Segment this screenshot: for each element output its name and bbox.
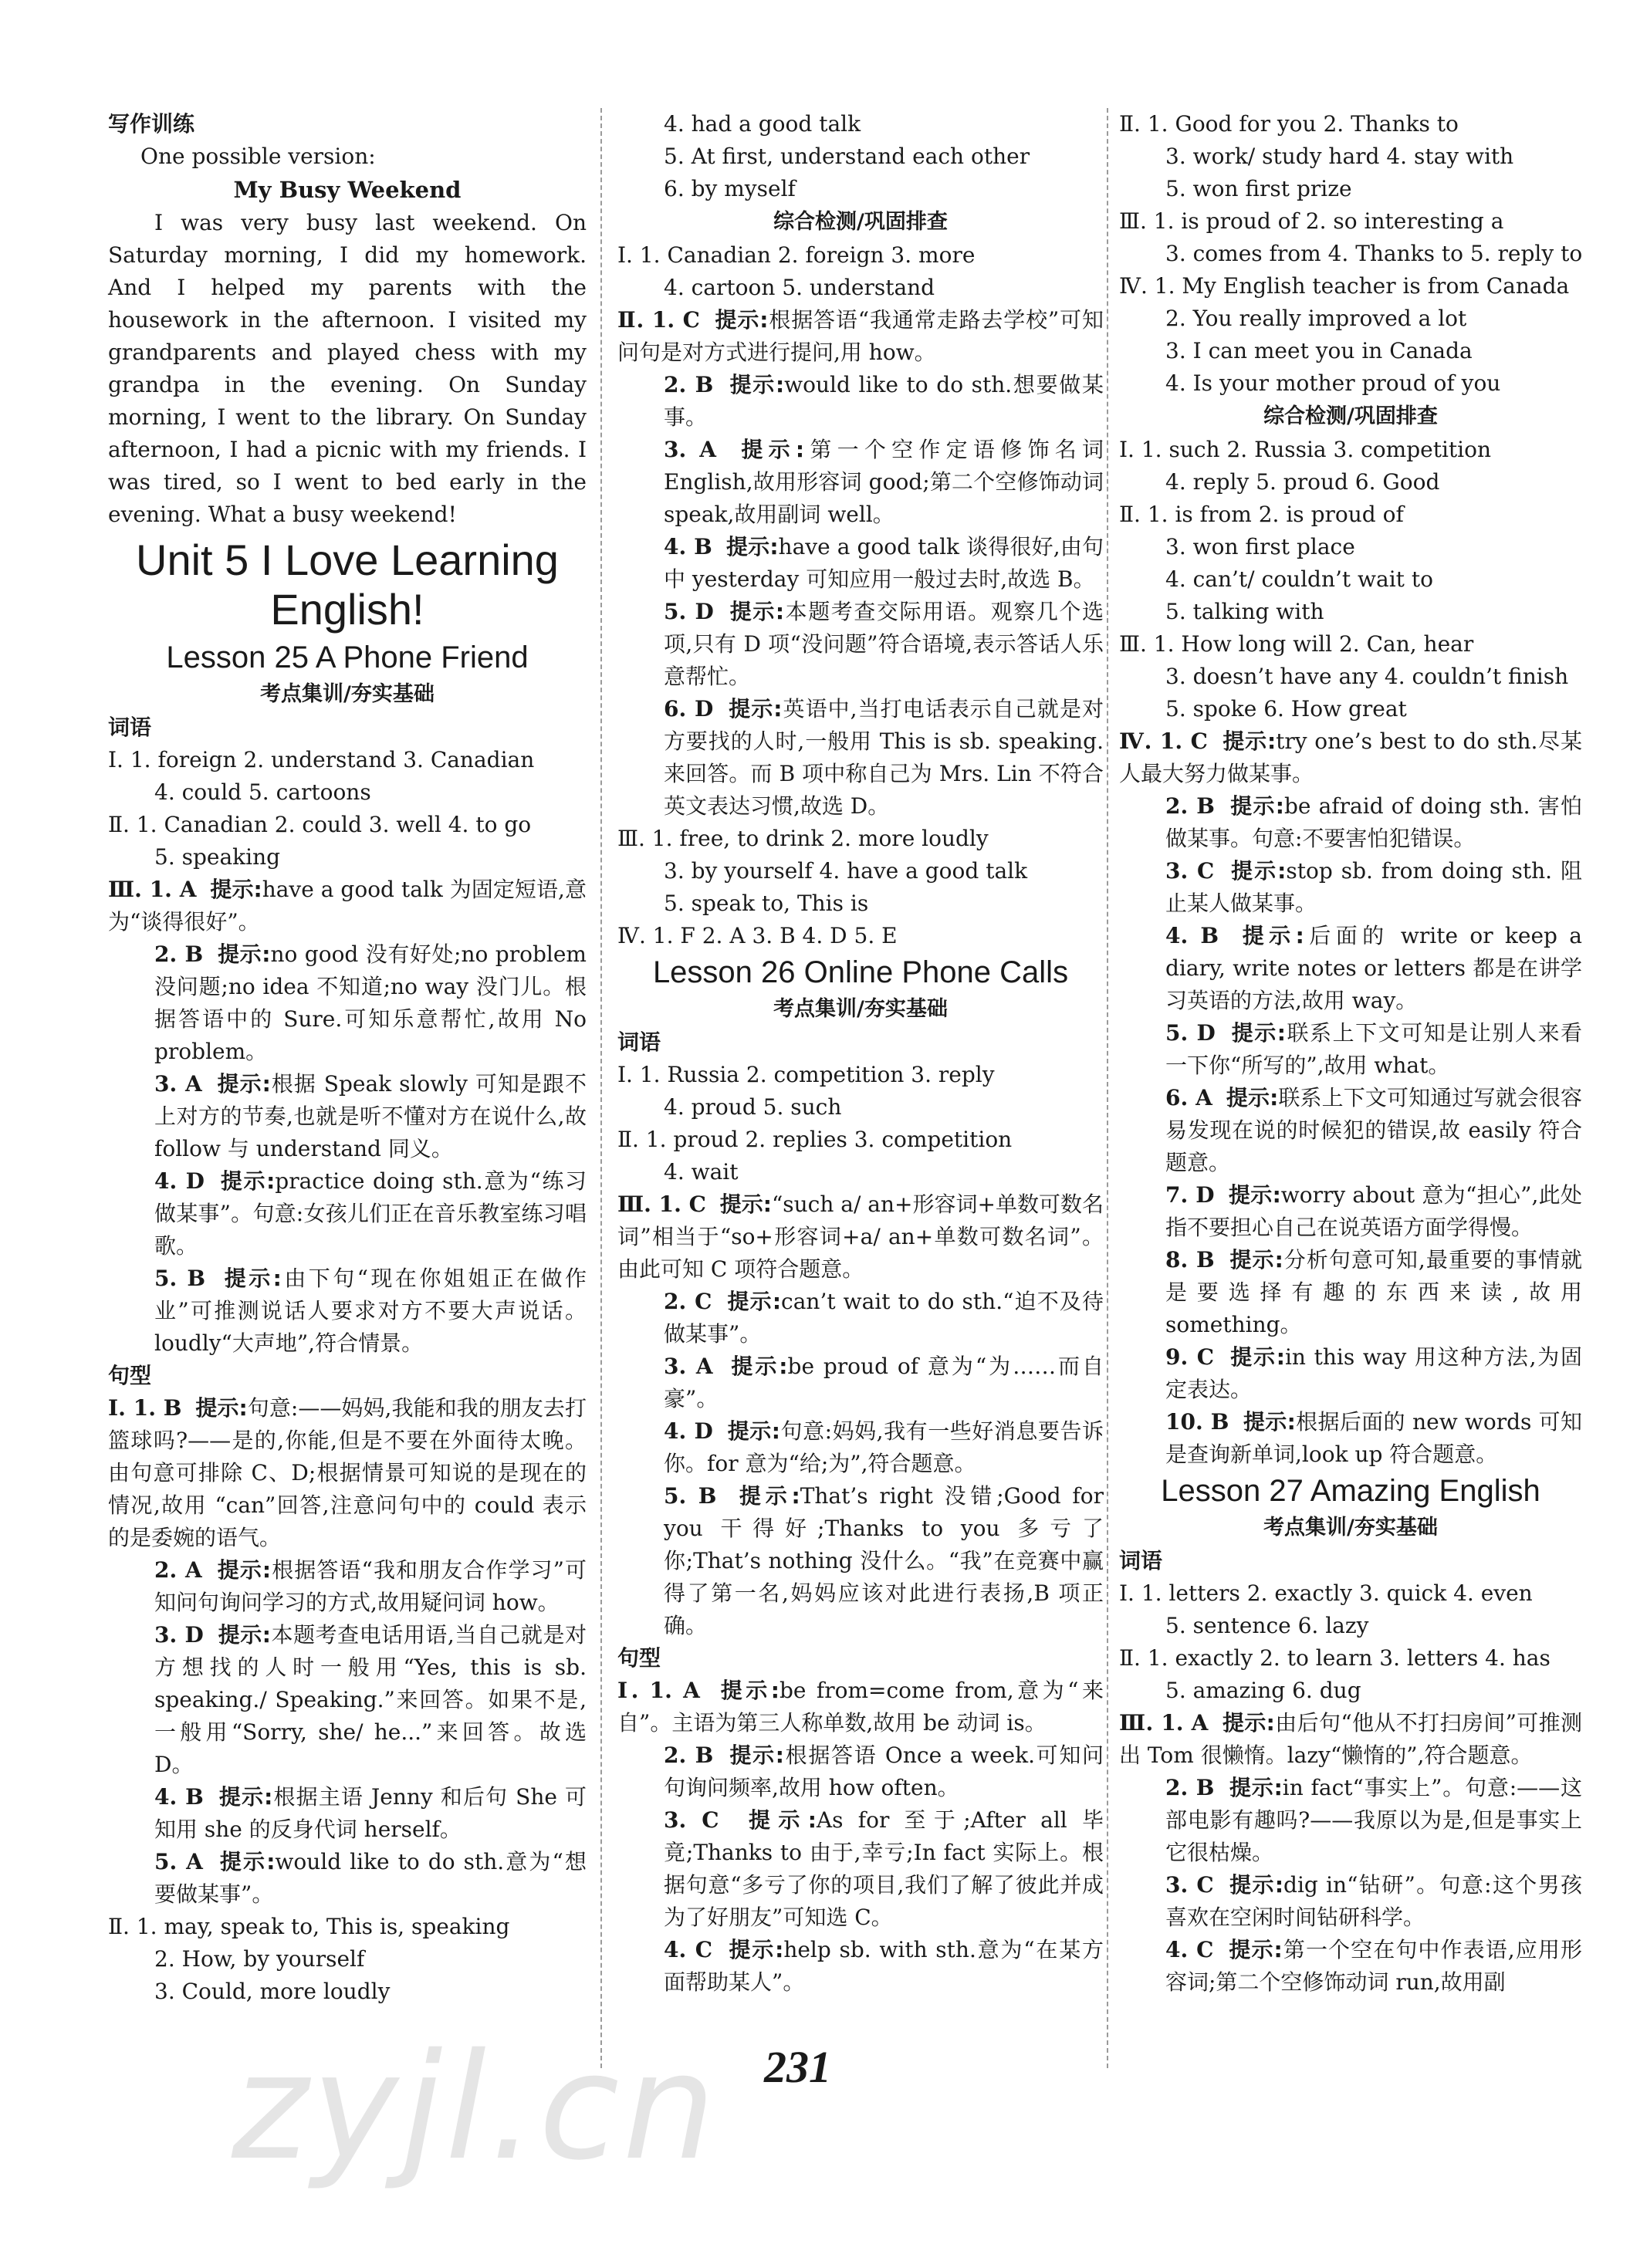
answer-num: Ⅱ. 1. C — [617, 307, 700, 333]
answer-line: 3. comes from 4. Thanks to 5. reply to — [1165, 241, 1583, 266]
answer-line: 5. At first, understand each other — [664, 144, 1030, 169]
hint-text: dig in“钻研”。句意:这个男孩喜欢在空闲时间钻研科学。 — [1165, 1872, 1583, 1930]
answer-line: 4. wait — [664, 1159, 739, 1185]
hint-text: 第一个空作定语修饰名词 English,故用形容词 good;第二个空修饰动词 speak,故用副词 well。 — [664, 437, 1104, 527]
hint-label: 提示: — [725, 534, 779, 559]
hint-text: 后面的 write or keep a diary, write notes or letters 都是在讲学习英语的方法,故用 way。 — [1165, 923, 1582, 1013]
hint-label: 提示: — [219, 1849, 276, 1874]
hint-label: 提示: — [1222, 1710, 1275, 1736]
answer-num: Ⅲ. 1. C — [617, 1191, 706, 1217]
answer-item — [108, 938, 587, 1068]
hint-label: 提示: — [741, 437, 805, 462]
answer-num: 8. B — [1165, 1247, 1215, 1273]
answer-item — [1119, 1406, 1582, 1471]
answer-line: 4. had a good talk — [664, 111, 861, 137]
answer-line: 3. Could, more loudly — [154, 1979, 391, 2004]
hint-text: 根据主语 Jenny 和后句 She 可知用 she 的反身代词 herself。 — [154, 1784, 587, 1842]
answer-item — [1119, 1017, 1582, 1082]
hint-label: 提示: — [727, 1418, 780, 1444]
pattern-heading: 句型 — [617, 1645, 661, 1671]
pattern-heading: 句型 — [108, 1363, 152, 1388]
answer-line: Ⅱ. 1. Canadian 2. could 3. well 4. to go — [108, 812, 532, 837]
answer-num: 6. D — [664, 696, 714, 722]
hint-label: 提示: — [1242, 923, 1304, 948]
answer-item — [108, 1846, 587, 1911]
hint-label: 提示: — [1229, 1247, 1283, 1273]
answer-line: Ⅲ. 1. is proud of 2. so interesting a — [1119, 208, 1504, 234]
section-heading: 考点集训/夯实基础 — [773, 997, 948, 1021]
answer-item — [1119, 1869, 1582, 1934]
hint-text: stop sb. from doing sth. 阻止某人做某事。 — [1165, 858, 1582, 916]
unit-title: Unit 5 I Love Learning English! — [136, 536, 559, 634]
answer-num: 5. D — [1165, 1020, 1216, 1046]
answer-line: Ⅳ. 1. My English teacher is from Canada — [1119, 273, 1570, 299]
answer-line: 4. can’t/ couldn’t wait to — [1165, 566, 1433, 592]
answer-line: 3. won first place — [1165, 534, 1355, 559]
answer-num: 7. D — [1165, 1182, 1215, 1208]
answer-item — [1119, 1244, 1582, 1341]
answer-num: 5. A — [154, 1849, 203, 1874]
hint-label: 提示: — [729, 696, 783, 722]
hint-label: 提示: — [224, 1266, 282, 1291]
answer-item — [1119, 790, 1582, 855]
lesson-25-title: Lesson 25 A Phone Friend — [166, 641, 529, 674]
answer-line: 4. reply 5. proud 6. Good — [1165, 469, 1440, 495]
section-heading: 考点集训/夯实基础 — [1263, 1516, 1438, 1540]
answer-line: Ⅰ. 1. such 2. Russia 3. competition — [1119, 437, 1492, 462]
section-heading: 综合检测/巩固排查 — [773, 210, 948, 234]
answer-line: 5. amazing 6. dug — [1165, 1678, 1361, 1703]
answer-num: 2. B — [1165, 1775, 1215, 1800]
answer-num: Ⅳ. 1. C — [1119, 728, 1208, 754]
answer-item — [108, 1262, 587, 1360]
answer-item — [108, 1068, 587, 1165]
answer-item — [617, 369, 1104, 434]
answer-line: Ⅰ. 1. Russia 2. competition 3. reply — [617, 1062, 995, 1087]
answer-num: 3. C — [1165, 858, 1215, 884]
hint-text: 根据答语 Once a week.可知问句询问频率,故用 how often。 — [664, 1742, 1104, 1800]
hint-text: 本题考查电话用语,当自己就是对方想找的人时一般用“Yes, this is sb. speaking./ Speaking.”来回答。如果不是,一般用“Sorry, she/ he...”来回答。故选 D。 — [154, 1622, 587, 1777]
hint-label: 提示: — [217, 1071, 271, 1097]
answer-line: 4. could 5. cartoons — [154, 779, 371, 805]
hint-text: be from=come from,意为“来自”。主语为第三人称单数,故用 be 动词 is。 — [617, 1678, 1104, 1736]
hint-label: 提示: — [1231, 858, 1287, 884]
answer-line: Ⅲ. 1. How long will 2. Can, hear — [1119, 631, 1474, 657]
answer-num: 3. C — [1165, 1872, 1214, 1898]
answer-item — [108, 1392, 587, 1554]
answer-item — [617, 1480, 1104, 1642]
answer-item — [1119, 855, 1582, 920]
answer-line: 6. by myself — [664, 176, 796, 201]
answer-item — [617, 1286, 1104, 1350]
hint-text: 根据 Speak slowly 可知是跟不上对方的节奏,也就是听不懂对方在说什么,故 follow 与 understand 同义。 — [154, 1071, 587, 1161]
answer-num: 3. A — [154, 1071, 202, 1097]
answer-num: 10. B — [1165, 1409, 1229, 1435]
answer-num: 3. A — [664, 1354, 713, 1379]
answer-item — [1119, 1082, 1582, 1179]
possible-version: One possible version: — [140, 144, 376, 169]
answer-item — [617, 1675, 1104, 1739]
hint-label: 提示: — [217, 1557, 272, 1583]
hint-text: would like to do sth.想要做某事。 — [664, 372, 1104, 430]
hint-label: 提示: — [1229, 1872, 1284, 1898]
answer-num: 2. C — [664, 1289, 712, 1314]
answer-line: 5. won first prize — [1165, 176, 1352, 201]
hint-text: have a good talk 为固定短语,意为“谈得很好”。 — [108, 877, 587, 935]
hint-label: 提示: — [1228, 1182, 1281, 1208]
hint-label: 提示: — [739, 1483, 800, 1509]
answer-num: Ⅲ. 1. A — [108, 877, 197, 902]
answer-num: 4. B — [1165, 923, 1219, 948]
answer-item — [108, 1554, 587, 1619]
answer-num: 2. B — [664, 372, 714, 397]
hint-text: 联系上下文可知是让别人来看一下你“所写的”,故用 what。 — [1165, 1020, 1582, 1078]
answer-line: Ⅰ. 1. Canadian 2. foreign 3. more — [617, 242, 976, 268]
answer-line: Ⅱ. 1. may, speak to, This is, speaking — [108, 1914, 510, 1939]
answer-item — [1119, 1934, 1582, 1999]
hint-text: worry about 意为“担心”,此处指不要担心自己在说英语方面学得慢。 — [1165, 1182, 1582, 1240]
lesson-27-title: Lesson 27 Amazing English — [1161, 1474, 1540, 1508]
hint-label: 提示: — [218, 1622, 271, 1648]
answer-line: Ⅲ. 1. free, to drink 2. more loudly — [617, 826, 989, 851]
hint-label: 提示: — [1222, 728, 1277, 754]
answer-item — [1119, 725, 1582, 790]
hint-text: would like to do sth.意为“想要做某事”。 — [154, 1849, 587, 1907]
hint-text: 本题考查交际用语。观察几个选项,只有 D 项“没问题”符合语境,表示答话人乐意帮忙。 — [664, 599, 1104, 689]
answer-num: 4. D — [664, 1418, 713, 1444]
column-divider-1 — [600, 108, 602, 2068]
vocab-heading: 词语 — [1119, 1548, 1163, 1573]
answer-item — [108, 1781, 587, 1846]
hint-text: 句意:妈妈,我有一些好消息要告诉你。for 意为“给;为”,符合题意。 — [664, 1418, 1104, 1476]
answer-num: 4. C — [664, 1937, 713, 1962]
section-heading: 综合检测/巩固排查 — [1263, 404, 1438, 428]
hint-label: 提示: — [731, 1354, 788, 1379]
column-1 — [108, 108, 587, 2008]
answer-num: 4. B — [154, 1784, 204, 1810]
essay-title: My Busy Weekend — [233, 177, 462, 203]
hint-label: 提示: — [1243, 1409, 1296, 1435]
answer-item — [617, 1934, 1104, 1999]
lesson-26-title: Lesson 26 Online Phone Calls — [652, 955, 1069, 989]
hint-text: 联系上下文可知通过写就会很容易发现在说的时候犯的错误,故 easily 符合题意。 — [1165, 1085, 1582, 1175]
hint-text: 根据答语“我和朋友合作学习”可知问句询问学习的方式,故用疑问词 how。 — [154, 1557, 587, 1615]
answer-num: 3. C — [664, 1807, 719, 1833]
hint-label: 提示: — [195, 1395, 248, 1421]
hint-label: 提示: — [220, 1168, 276, 1194]
hint-text: As for 至于;After all 毕竟;Thanks to 由于,幸亏;In fact 实际上。根据句意“多亏了你的项目,我们了解了彼此并成为了好朋友”可知选 C。 — [664, 1807, 1104, 1930]
answer-item — [617, 434, 1104, 531]
essay-text: I was very busy last weekend. On Saturday morning, I did my homework. And I helped my parents with the housework in the afternoon. I visited my grandparents and played chess with my grandpa in the evening. On Sunday morning, I went to the library. On Sunday afternoon, I had a picnic with my friends. I was tired, so I went to bed early in the evening. What a busy weekend! — [108, 210, 587, 527]
answer-line: Ⅰ. 1. foreign 2. understand 3. Canadian — [108, 747, 535, 772]
hint-label: 提示: — [715, 307, 769, 333]
answer-line: Ⅱ. 1. exactly 2. to learn 3. letters 4. has — [1119, 1645, 1551, 1671]
answer-num: 6. A — [1165, 1085, 1212, 1110]
answer-line: Ⅱ. 1. is from 2. is proud of — [1119, 502, 1404, 527]
hint-label: 提示: — [218, 1784, 273, 1810]
page-number: 231 — [764, 2042, 831, 2092]
hint-text: 句意:——妈妈,我能和我的朋友去打篮球吗?——是的,你能,但是不要在外面待太晚。由句意可排除 C、D;根据情景可知说的是现在的情况,故用 “can”回答,注意问句中的 could 表示的是委婉的语气。 — [108, 1395, 587, 1550]
hint-text: be proud of 意为“为……而自豪”。 — [664, 1354, 1104, 1411]
answer-num: 5. B — [664, 1483, 717, 1509]
writing-heading: 写作训练 — [108, 111, 195, 137]
hint-label: 提示: — [729, 372, 785, 397]
answer-item — [108, 874, 587, 938]
hint-text: 根据答语“我通常走路去学校”可知问句是对方式进行提问,用 how。 — [617, 307, 1104, 365]
hint-text: 根据后面的 new words 可知是查询新单词,look up 符合题意。 — [1165, 1409, 1582, 1467]
hint-text: 分析句意可知,最重要的事情就是要选择有趣的东西来读,故用 something。 — [1165, 1247, 1582, 1337]
answer-num: Ⅰ. 1. A — [617, 1678, 700, 1703]
answer-line: Ⅰ. 1. letters 2. exactly 3. quick 4. even — [1119, 1580, 1533, 1606]
watermark: zyjl.cn — [232, 2022, 719, 2192]
hint-text: no good 没有好处;no problem 没问题;no idea 不知道;no way 没门儿。根据答语中的 Sure.可知乐意帮忙,故用 No problem。 — [154, 941, 587, 1064]
answer-line: 4. proud 5. such — [664, 1094, 842, 1120]
hint-text: be afraid of doing sth. 害怕做某事。句意:不要害怕犯错误。 — [1165, 793, 1582, 851]
answer-line: 4. cartoon 5. understand — [664, 275, 935, 300]
answer-num: 4. D — [154, 1168, 205, 1194]
answer-line: 3. I can meet you in Canada — [1165, 338, 1473, 363]
hint-label: 提示: — [729, 599, 785, 624]
answer-num: 4. B — [664, 534, 712, 559]
hint-label: 提示: — [729, 1937, 784, 1962]
hint-label: 提示: — [719, 1191, 772, 1217]
hint-label: 提示: — [1229, 1937, 1283, 1962]
hint-label: 提示: — [1231, 1020, 1286, 1046]
column-3 — [1119, 108, 1582, 1999]
hint-label: 提示: — [1226, 1085, 1279, 1110]
hint-text: 由下句“现在你姐姐正在做作业”可推测说话人要求对方不要大声说话。loudly“大声地”,符合情景。 — [154, 1266, 587, 1356]
answer-line: 4. Is your mother proud of you — [1165, 370, 1501, 396]
answer-item — [617, 531, 1104, 596]
answer-num: 5. B — [154, 1266, 206, 1291]
answer-line: Ⅱ. 1. proud 2. replies 3. competition — [617, 1127, 1013, 1152]
hint-label: 提示: — [749, 1807, 817, 1833]
answer-num: Ⅰ. 1. B — [108, 1395, 182, 1421]
vocab-heading: 词语 — [617, 1029, 661, 1055]
answer-line: 5. sentence 6. lazy — [1165, 1613, 1369, 1638]
answer-num: 3. D — [154, 1622, 204, 1648]
hint-text: “such a/ an+形容词+单数可数名词”相当于“so+形容词+a/ an+单数可数名词”。由此可知 C 项符合题意。 — [617, 1191, 1104, 1282]
hint-text: have a good talk 谈得很好,由句中 yesterday 可知应用一般过去时,故选 B。 — [664, 534, 1104, 592]
answer-item — [1119, 920, 1582, 1017]
answer-item — [617, 304, 1104, 369]
answer-item — [617, 1415, 1104, 1480]
hint-text: can’t wait to do sth.“迫不及待做某事”。 — [664, 1289, 1104, 1347]
answer-num: 9. C — [1165, 1344, 1214, 1370]
answer-item — [617, 693, 1104, 823]
answer-item — [1119, 1341, 1582, 1406]
hint-label: 提示: — [210, 877, 262, 902]
answer-num: 2. B — [154, 941, 204, 967]
answer-line: 3. doesn’t have any 4. couldn’t finish — [1165, 664, 1569, 689]
answer-num: Ⅲ. 1. A — [1119, 1710, 1209, 1736]
answer-line: Ⅳ. 1. F 2. A 3. B 4. D 5. E — [617, 923, 898, 948]
hint-text: practice doing sth.意为“练习做某事”。句意:女孩儿们正在音乐教室练习唱歌。 — [154, 1168, 587, 1259]
hint-label: 提示: — [729, 1742, 785, 1768]
hint-text: 由后句“他从不打扫房间”可推测出 Tom 很懒惰。lazy“懒惰的”,符合题意。 — [1119, 1710, 1583, 1768]
hint-label: 提示: — [720, 1678, 779, 1703]
hint-label: 提示: — [1230, 793, 1284, 819]
answer-line: 5. talking with — [1165, 599, 1324, 624]
hint-label: 提示: — [727, 1289, 782, 1314]
answer-line: 5. speak to, This is — [664, 891, 869, 916]
answer-num: 3. A — [664, 437, 716, 462]
hint-text: That’s right 没错;Good for you 干得好;Thanks to you 多亏了你;That’s nothing 没什么。“我”在竞赛中赢得了第一名,妈妈应该对此进行表扬,B 项正确。 — [664, 1483, 1104, 1638]
hint-text: in this way 用这种方法,为固定表达。 — [1165, 1344, 1582, 1402]
answer-item — [617, 1804, 1104, 1934]
section-heading: 考点集训/夯实基础 — [260, 682, 435, 706]
hint-text: 英语中,当打电话表示自己就是对方要找的人时,一般用 This is sb. speaking.来回答。而 B 项中称自己为 Mrs. Lin 不符合英文表达习惯,故选 D。 — [664, 696, 1104, 819]
hint-label: 提示: — [1229, 1775, 1283, 1800]
hint-text: in fact“事实上”。句意:——这部电影有趣吗?——我原以为是,但是事实上它很枯燥。 — [1165, 1775, 1582, 1865]
answer-line: 5. speaking — [154, 844, 281, 870]
answer-num: 2. B — [664, 1742, 714, 1768]
answer-item — [617, 1739, 1104, 1804]
answer-num: 4. C — [1165, 1937, 1214, 1962]
answer-num: 2. A — [154, 1557, 202, 1583]
answer-line: 5. spoke 6. How great — [1165, 696, 1407, 722]
answer-num: 2. B — [1165, 793, 1215, 819]
hint-text: try one’s best to do sth.尽某人最大努力做某事。 — [1119, 728, 1582, 786]
hint-text: 第一个空在句中作表语,应用形容词;第二个空修饰动词 run,故用副 — [1165, 1937, 1582, 1995]
answer-item — [617, 1188, 1104, 1286]
column-2 — [617, 108, 1104, 1999]
hint-text: help sb. with sth.意为“在某方面帮助某人”。 — [664, 1937, 1104, 1995]
answer-line: 3. work/ study hard 4. stay with — [1165, 144, 1514, 169]
answer-item — [617, 1350, 1104, 1415]
answer-line: Ⅱ. 1. Good for you 2. Thanks to — [1119, 111, 1459, 137]
answer-item — [617, 596, 1104, 693]
hint-label: 提示: — [218, 941, 271, 967]
hint-label: 提示: — [1230, 1344, 1285, 1370]
answer-line: 3. by yourself 4. have a good talk — [664, 858, 1028, 884]
answer-item — [1119, 1707, 1582, 1772]
vocab-heading: 词语 — [108, 715, 152, 740]
answer-item — [108, 1619, 587, 1781]
answer-item — [1119, 1772, 1582, 1869]
answer-num: 5. D — [664, 599, 714, 624]
answer-line: 2. You really improved a lot — [1165, 306, 1467, 331]
answer-item — [1119, 1179, 1582, 1244]
column-divider-2 — [1107, 108, 1108, 2068]
answer-item — [108, 1165, 587, 1262]
answer-line: 2. How, by yourself — [154, 1946, 365, 1972]
